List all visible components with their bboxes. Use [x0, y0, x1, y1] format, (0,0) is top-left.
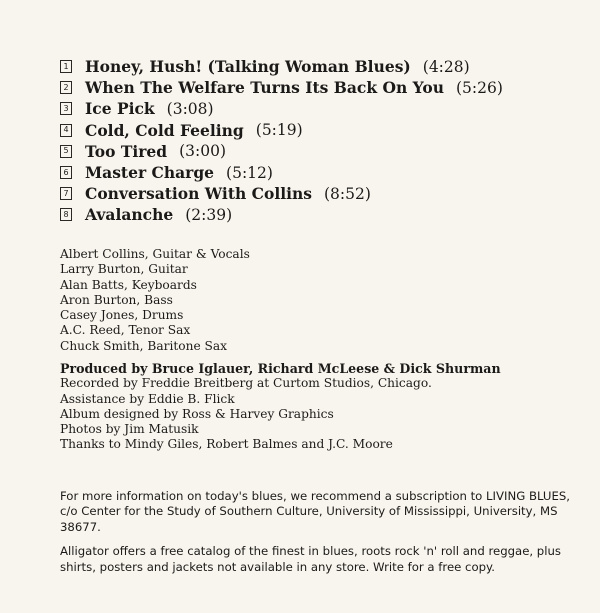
track-number: 6: [60, 166, 72, 179]
personnel-item: Aron Burton, Bass: [60, 292, 173, 307]
track-title: Ice Pick: [85, 99, 155, 119]
producer-credit: Produced by Bruce Iglauer, Richard McLeese & Dick Shurman: [60, 361, 501, 376]
track-duration: (5:12): [226, 163, 273, 182]
track-number: 4: [60, 124, 72, 137]
track-number: 3: [60, 102, 72, 115]
track-duration: (2:39): [185, 205, 233, 224]
track-list: [60, 56, 580, 226]
personnel-item: Chuck Smith, Baritone Sax: [60, 338, 228, 353]
personnel-list: [60, 247, 250, 354]
personnel-item: Alan Batts, Keyboards: [60, 277, 197, 292]
footer-notes: [60, 489, 575, 584]
credit-line: Photos by Jim Matusik: [60, 422, 199, 437]
track-title: Cold, Cold Feeling: [85, 120, 244, 140]
track-title: Honey, Hush! (Talking Woman Blues): [85, 57, 411, 77]
track-duration: (3:00): [179, 142, 227, 161]
credit-line: Assistance by Eddie B. Flick: [60, 391, 235, 406]
track-title: Master Charge: [85, 163, 215, 183]
track-duration: (5:19): [255, 121, 303, 140]
track-item: [60, 204, 580, 225]
track-duration: (8:52): [323, 184, 371, 203]
track-item: [60, 120, 580, 141]
track-duration: (3:08): [166, 99, 214, 118]
track-number: 2: [60, 81, 72, 94]
track-title: Avalanche: [85, 205, 174, 225]
credit-line: Thanks to Mindy Giles, Robert Balmes and J.C. Moore: [60, 437, 393, 452]
living-blues-note: For more information on today's blues, we recommend a subscription to LIVING BLUES, c/o Center for the Study of Southern Culture, University of Mississippi, University, MS 38677.: [60, 489, 570, 534]
credit-line: Recorded by Freddie Breitberg at Curtom Studios, Chicago.: [60, 376, 432, 391]
track-title: Conversation With Collins: [85, 184, 312, 204]
track-number: 5: [60, 145, 72, 158]
track-item: [60, 141, 580, 162]
track-item: [60, 98, 580, 119]
track-number: 7: [60, 187, 72, 200]
track-duration: (5:26): [455, 78, 503, 97]
credit-line: Album designed by Ross & Harvey Graphics: [60, 406, 334, 421]
credits-block: [60, 361, 501, 453]
track-item: [60, 183, 580, 204]
personnel-item: Albert Collins, Guitar & Vocals: [60, 247, 250, 261]
personnel-item: Casey Jones, Drums: [60, 308, 184, 323]
catalog-note: Alligator offers a free catalog of the finest in blues, roots rock 'n' roll and reggae, plus shirts, posters and jackets not available in any store. Write for a free copy.: [60, 544, 561, 574]
track-item: [60, 56, 580, 77]
track-duration: (4:28): [422, 57, 470, 76]
track-title: When The Welfare Turns Its Back On You: [85, 78, 444, 98]
personnel-item: A.C. Reed, Tenor Sax: [60, 323, 191, 338]
track-item: [60, 162, 580, 183]
track-title: Too Tired: [85, 141, 168, 161]
personnel-item: Larry Burton, Guitar: [60, 262, 188, 277]
track-number: 1: [60, 60, 72, 73]
track-number: 8: [60, 208, 72, 221]
track-item: [60, 77, 580, 98]
